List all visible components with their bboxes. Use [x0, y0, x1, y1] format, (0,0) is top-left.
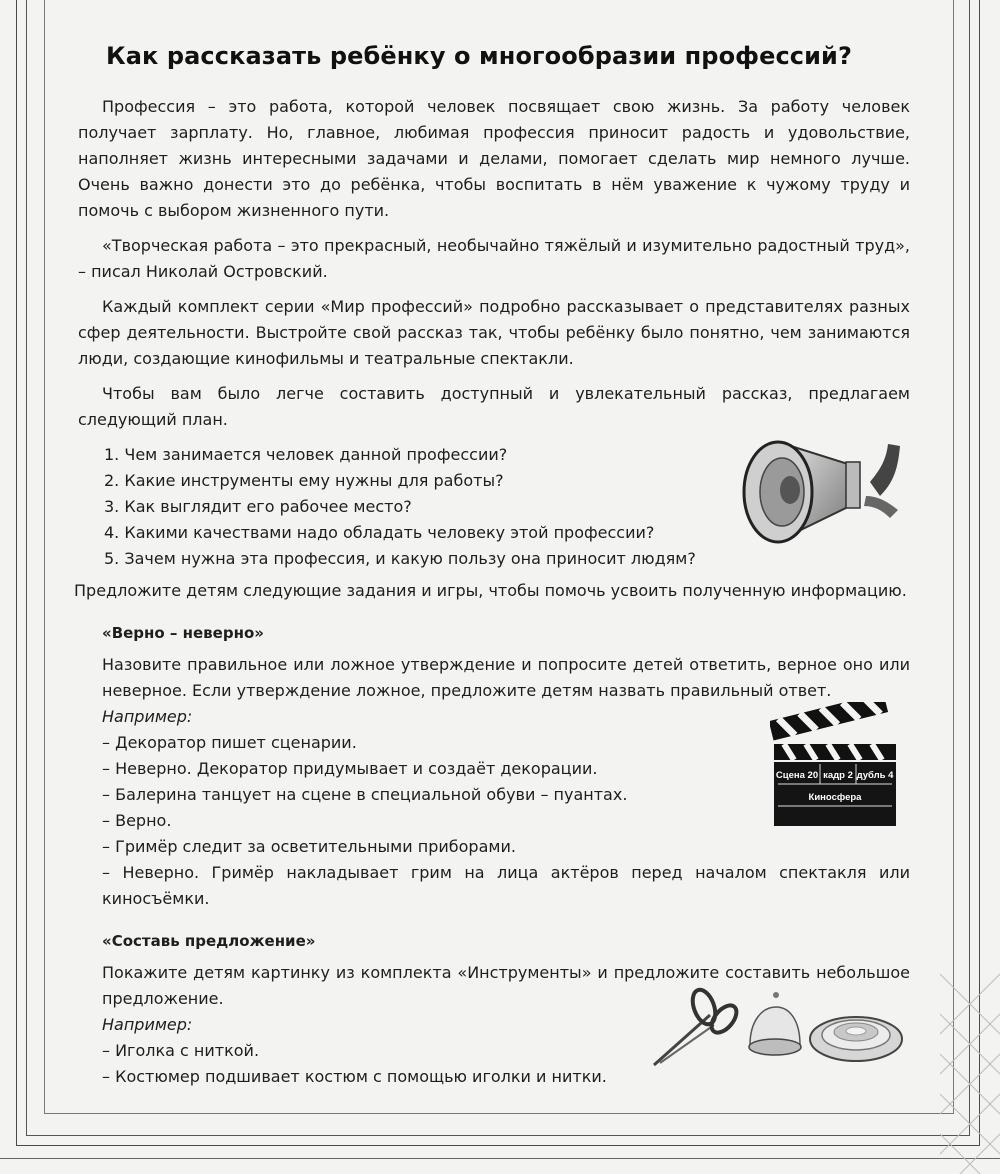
plan-item: 3. Как выглядит его рабочее место? [104, 497, 412, 516]
page-title: Как рассказать ребёнку о многообразии профессий? [106, 42, 852, 70]
game2-title: «Составь предложение» [102, 932, 316, 950]
game1-title: «Верно – неверно» [102, 624, 264, 642]
game1-line: – Гримёр следит за осветительными приборами. [102, 837, 516, 856]
plan-item: 5. Зачем нужна эта профессия, и какую пользу она приносит людям? [104, 549, 696, 568]
plan-item: 4. Какими качествами надо обладать человеку этой профессии? [104, 523, 655, 542]
game1-line: – Балерина танцует на сцене в специальной обуви – пуантах. [102, 785, 628, 804]
clapper-take-text: дубль 4 [856, 770, 894, 781]
game1-line: – Неверно. Гримёр накладывает грим на лица актёров перед началом спектакля или киносъёмки. [102, 863, 910, 908]
clapperboard-icon [770, 702, 898, 828]
megaphone-icon [738, 432, 908, 552]
game2-description: Покажите детям картинку из комплекта «Инструменты» и предложите составить небольшое предложение. [102, 963, 910, 1008]
tasks-intro-paragraph: Предложите детям следующие задания и игры, чтобы помочь усвоить полученную информацию. [74, 581, 907, 600]
series-paragraph: Каждый комплект серии «Мир профессий» подробно рассказывает о представителях разных сфер деятельности. Выстройте свой рассказ так, чтобы ребёнку было понятно, чем занимаются люди, создающие кинофильмы и театральные спектакли. [78, 297, 910, 368]
lattice-decoration [940, 974, 1000, 1174]
game1-description: Назовите правильное или ложное утверждение и попросите детей ответить, верное оно или неверное. Если утверждение ложное, предложите детям назвать правильный ответ. [102, 655, 910, 700]
clapper-scene-text: Сцена 20 [775, 770, 819, 781]
clapper-shot-text: кадр 2 [823, 770, 853, 781]
plan-item: 2. Какие инструменты ему нужны для работы? [104, 471, 504, 490]
bottom-edge-line [0, 1158, 1000, 1159]
game1-line: – Декоратор пишет сценарии. [102, 733, 357, 752]
measuring-tape-icon [810, 1017, 902, 1061]
game2-example-label: Например: [102, 1015, 193, 1034]
game1-example-label: Например: [102, 707, 193, 726]
page-content [74, 40, 910, 1090]
scissors-icon [654, 987, 741, 1065]
plan-item: 1. Чем занимается человек данной профессии? [104, 445, 508, 464]
game2-line: – Иголка с ниткой. [102, 1041, 260, 1060]
intro-paragraph: Профессия – это работа, которой человек посвящает свою жизнь. За работу человек получает зарплату. Но, главное, любимая профессия приносит радость и удовольствие, наполняет жизнь интересными задачами и делами, помогает сделать мир немного лучше. Очень важно донести это до ребёнка, чтобы воспитать в нём уважение к чужому труду и помочь с выбором жизненного пути. [78, 97, 910, 220]
game2-line: – Костюмер подшивает костюм с помощью иголки и нитки. [102, 1067, 607, 1086]
thimble-icon [749, 992, 801, 1055]
sewing-tools-icon [650, 985, 910, 1071]
game1-line: – Неверно. Декоратор придумывает и создаёт декорации. [102, 759, 598, 778]
plan-intro-paragraph: Чтобы вам было легче составить доступный и увлекательный рассказ, предлагаем следующий план. [78, 384, 910, 429]
game1-line: – Верно. [102, 811, 172, 830]
quote-paragraph: «Творческая работа – это прекрасный, необычайно тяжёлый и изумительно радостный труд», – писал Николай Островский. [78, 236, 910, 281]
clapper-title-text: Киносфера [808, 792, 862, 803]
